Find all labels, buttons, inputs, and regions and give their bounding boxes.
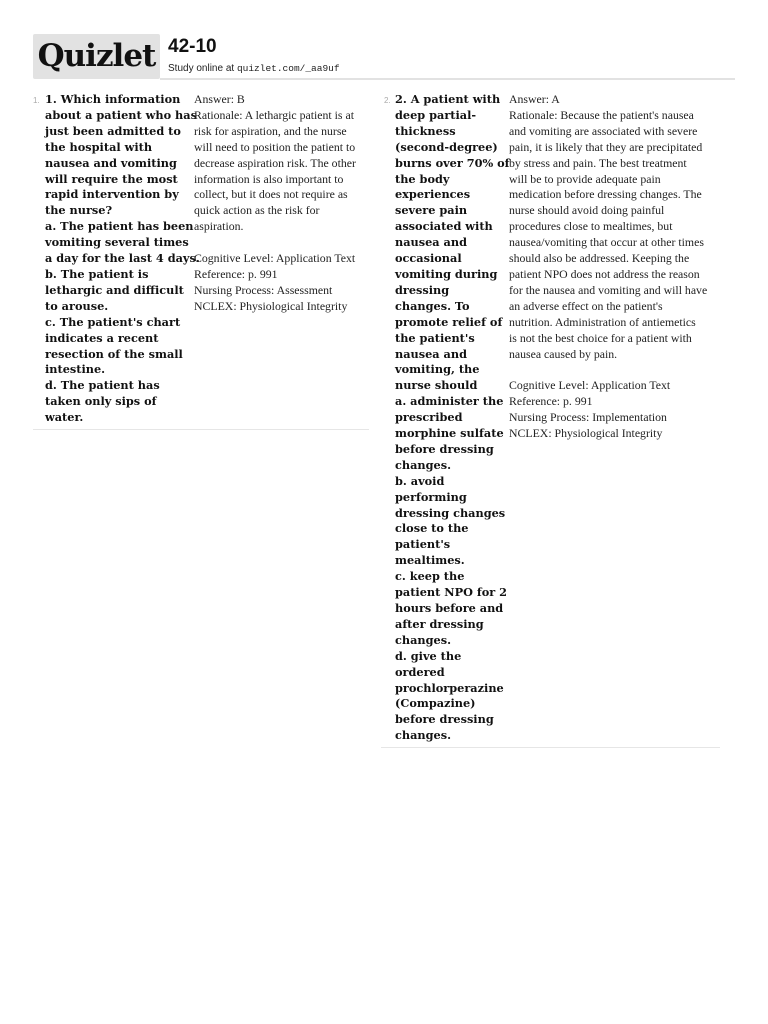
card-definition: Answer: A Rationale: Because the patient's nausea and vomiting are associated with severe pain, it is likely that they are precipitated by stress and pain. The best treatment will be to provide adequate pain medication before dressing changes. The nurse should avoid doing painful procedures close to mealtimes, but nausea/vomiting that occur at other times should also be addressed. Keeping the patient NPO does not address the reason for the nausea and vomiting and will have an adverse effect on the patient's nutrition. Administration of antiemetics is not the best choice for a patient with nausea caused by pain. Cognitive Level: Application Text Reference: p. 991 Nursing Process: Implementation NCLEX: Physiological Integrity: [509, 92, 708, 441]
set-url: quizlet.com/_aa9uf: [236, 63, 340, 74]
set-title: 42-10: [168, 36, 217, 57]
card-term: 1. Which information about a patient who has just been admitted to the hospital with nausea and vomiting will require the most rapid intervention by the nurse? a. The patient has been vomiting several times a day for the last 4 days. b. The patient is lethargic and difficult to arouse. c. The patient's chart indicates a recent resection of the small intestine. d. The patient has taken only sips of water.: [45, 92, 200, 425]
flashcard-1: [33, 92, 369, 430]
card-number: 1.: [33, 96, 40, 105]
card-number: 2.: [384, 96, 391, 105]
header-divider: [160, 78, 735, 80]
flashcard-2: [381, 92, 720, 748]
logo-text: Quizlet: [37, 38, 156, 74]
study-online-prefix: Study online at: [168, 63, 237, 74]
study-online-line: [168, 63, 340, 74]
quizlet-logo: [33, 34, 160, 79]
card-definition: Answer: B Rationale: A lethargic patient is at risk for aspiration, and the nurse will need to position the patient to decrease aspiration risk. The other information is also important to collect, but it does not require as quick action as the risk for aspiration. Cognitive Level: Application Text Reference: p. 991 Nursing Process: Assessment NCLEX: Physiological Integrity: [194, 92, 356, 313]
card-term: 2. A patient with deep partial- thickness (second-degree) burns over 70% of the body experiences severe pain associated with nausea and occasional vomiting during dressing changes. To promote relief of the patient's nausea and vomiting, the nurse should a. administer the prescribed morphine sulfate before dressing changes. b. avoid performing dressing changes close to the patient's mealtimes. c. keep the patient NPO for 2 hours before and after dressing changes. d. give the ordered prochlorperazine (Compazine) before dressing changes.: [395, 92, 510, 743]
